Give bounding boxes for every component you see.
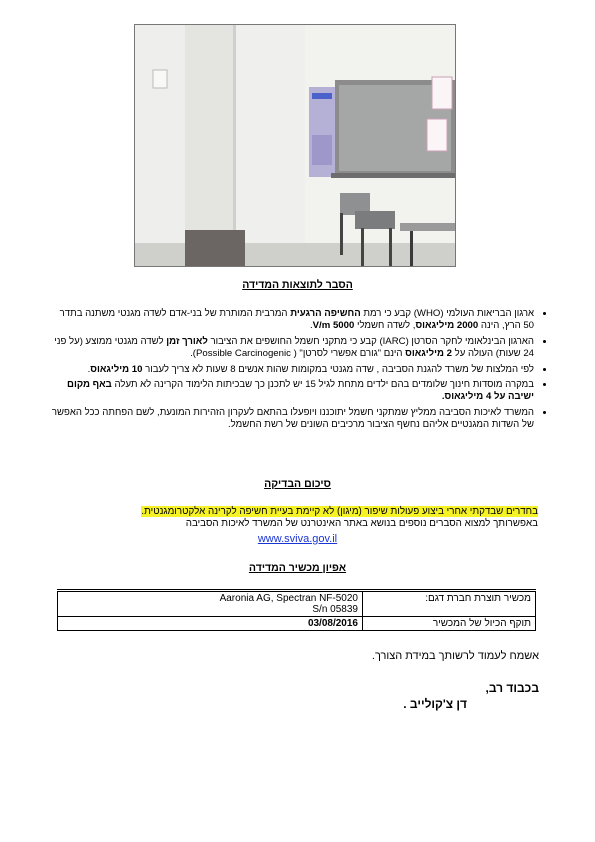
- bullet-text: באף מקום ישיבה על 4 מיליגאוס.: [67, 379, 534, 403]
- table-row: [58, 617, 536, 631]
- explain-bullet: [48, 379, 534, 404]
- calibration-date: 03/08/2016: [58, 617, 363, 631]
- device-table: [57, 589, 536, 631]
- calibration-label: תוקף הכיול של המכשיר: [363, 617, 536, 631]
- summary-more-info: באפשרותך למצוא הסברים נוספים בנושא באתר האינטרנט של המשרד לאיכות הסביבה: [185, 518, 538, 530]
- bullet-text: 2000 מיליגאוס: [415, 320, 479, 332]
- bullet-text: הארגון הבינלאומי לחקר הסרטן (IARC) קבע כי מתקני חשמל החושפים את הציבור: [207, 335, 534, 347]
- explain-bullet-list: [48, 308, 548, 435]
- explain-bullet: [48, 364, 534, 376]
- sviva-link[interactable]: www.sviva.gov.il: [257, 533, 338, 545]
- device-serial: S/n 05839: [312, 604, 358, 615]
- explain-bullet: [48, 308, 534, 333]
- bullet-text: החשיפה הרגעית: [290, 308, 361, 319]
- bullet-text: המשרד לאיכות הסביבה ממליץ שמתקני חשמל יתוכננו ויופעלו בהתאם לעקרון הזהירות המונעת, לשם הפחתה ככל האפשר של השדות המגנטיים אליהם נחשף הציבור מרכיבים השונים של רשת החשמל.: [51, 406, 534, 431]
- explain-bullet: [48, 336, 534, 361]
- bullet-text: 10 מיליגאוס: [90, 363, 143, 375]
- summary-title: סיכום הבדיקה: [264, 478, 331, 490]
- device-model-label: מכשיר תוצרת חברת דגם:: [363, 591, 536, 617]
- device-model-name: Aaronia AG, Spectran NF-5020: [219, 593, 358, 604]
- bullet-text: לשדה מגנטי ממוצע (על פני 24 שעות) העולה על: [54, 335, 534, 360]
- closing-text: אשמח לעמוד לרשותך במידת הצורך.: [371, 650, 539, 662]
- signature-name: דן צ'קולייב .: [403, 697, 467, 711]
- classroom-photo: [134, 24, 456, 267]
- table-row: [58, 591, 536, 617]
- explain-bullet: [48, 407, 534, 432]
- explain-title: הסבר לתוצאות המדידה: [242, 279, 353, 291]
- summary-block: [48, 506, 538, 530]
- bullet-text: 2 מיליגאוס: [405, 348, 452, 360]
- bullet-text: .: [87, 363, 91, 375]
- device-model-value: [58, 591, 363, 617]
- bullet-text: הינם "גורם אפשרי לסרטן" ( Possible Carcinogenic).: [190, 348, 406, 360]
- bullet-text: 5000 V/m: [312, 320, 355, 332]
- bullet-text: לפי המלצות של משרד להגנת הסביבה , שדה מגנטי במקומות שהות אנשים 8 שעות לא צריך לעבור: [142, 363, 534, 375]
- bullet-text: , לשדה חשמלי: [354, 320, 416, 332]
- bullet-text: ארגון הבריאות העולמי (WHO) קבע כי רמת: [360, 308, 534, 319]
- bullet-text: לאורך זמן: [166, 335, 208, 347]
- bullet-text: .: [309, 320, 313, 332]
- device-title: אפיון מכשיר המדידה: [248, 562, 347, 574]
- signature-greeting: בכבוד רב,: [485, 681, 539, 695]
- bullet-text: במקרה מוסדות חינוך שלומדים בהם ילדים מתחת לגיל 15 יש לתכנן כך שבכיתות הלימוד הקרינה לא תעלה: [111, 379, 534, 391]
- bullet-text: המרבית המותרת של בני-אדם לשדה מגנטי משתנה בתדר 50 הרץ, הינה: [59, 308, 534, 332]
- summary-highlight: בחדרים שבדקתי אחרי ביצוע פעולות שיפור (מיגון) לא קיימת בעיית חשיפה לקרינה אלקטרומגנטית.: [141, 506, 538, 517]
